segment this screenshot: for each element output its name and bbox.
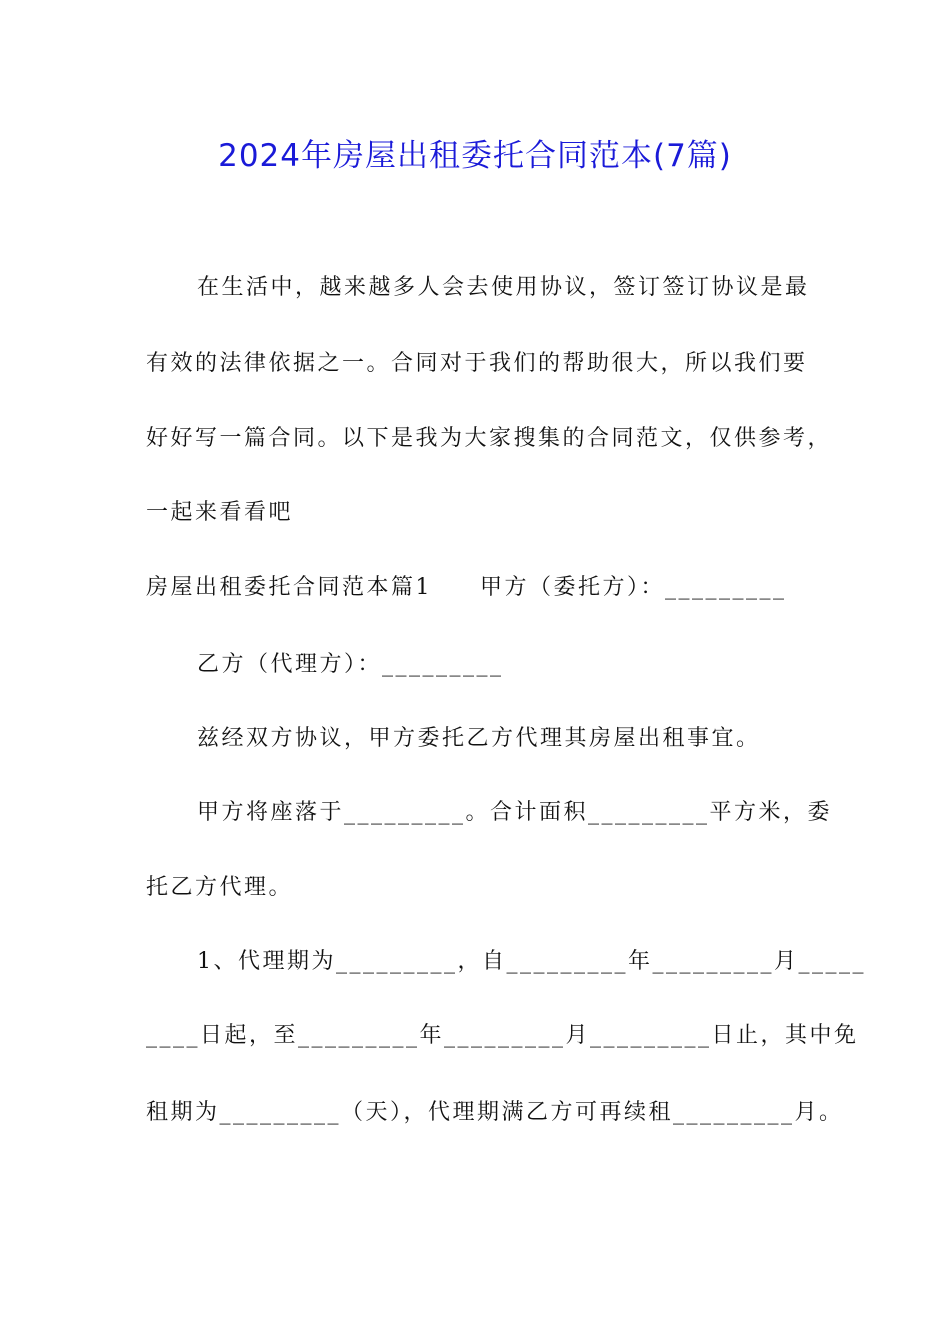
paragraph-line: 一起来看看吧 <box>146 500 294 525</box>
party-a-field: 甲方（委托方）：_________ <box>480 575 787 600</box>
section-heading: 房屋出租委托合同范本篇1 <box>146 575 432 600</box>
party-b-field: 乙方（代理方）：_________ <box>197 652 504 677</box>
term-line: ____日起，至_________年_________月_________日止，其中免 <box>146 1023 859 1048</box>
location-line: 甲方将座落于_________。合计面积_________平方米，委 <box>197 800 833 825</box>
agreement-line: 兹经双方协议，甲方委托乙方代理其房屋出租事宜。 <box>197 726 761 751</box>
term-line: 1、代理期为_________，自_________年_________月_____ <box>197 949 866 974</box>
paragraph-line: 好好写一篇合同。以下是我为大家搜集的合同范文，仅供参考， <box>146 426 833 451</box>
paragraph-line: 有效的法律依据之一。合同对于我们的帮助很大，所以我们要 <box>146 351 808 376</box>
location-line: 托乙方代理。 <box>146 875 294 900</box>
paragraph-line: 在生活中，越来越多人会去使用协议，签订签订协议是最 <box>197 275 810 300</box>
section-heading-line <box>146 570 787 601</box>
term-line: 租期为_________（天），代理期满乙方可再续租_________月。 <box>146 1100 844 1125</box>
document-title: 2024年房屋出租委托合同范本(7篇) <box>218 138 732 174</box>
